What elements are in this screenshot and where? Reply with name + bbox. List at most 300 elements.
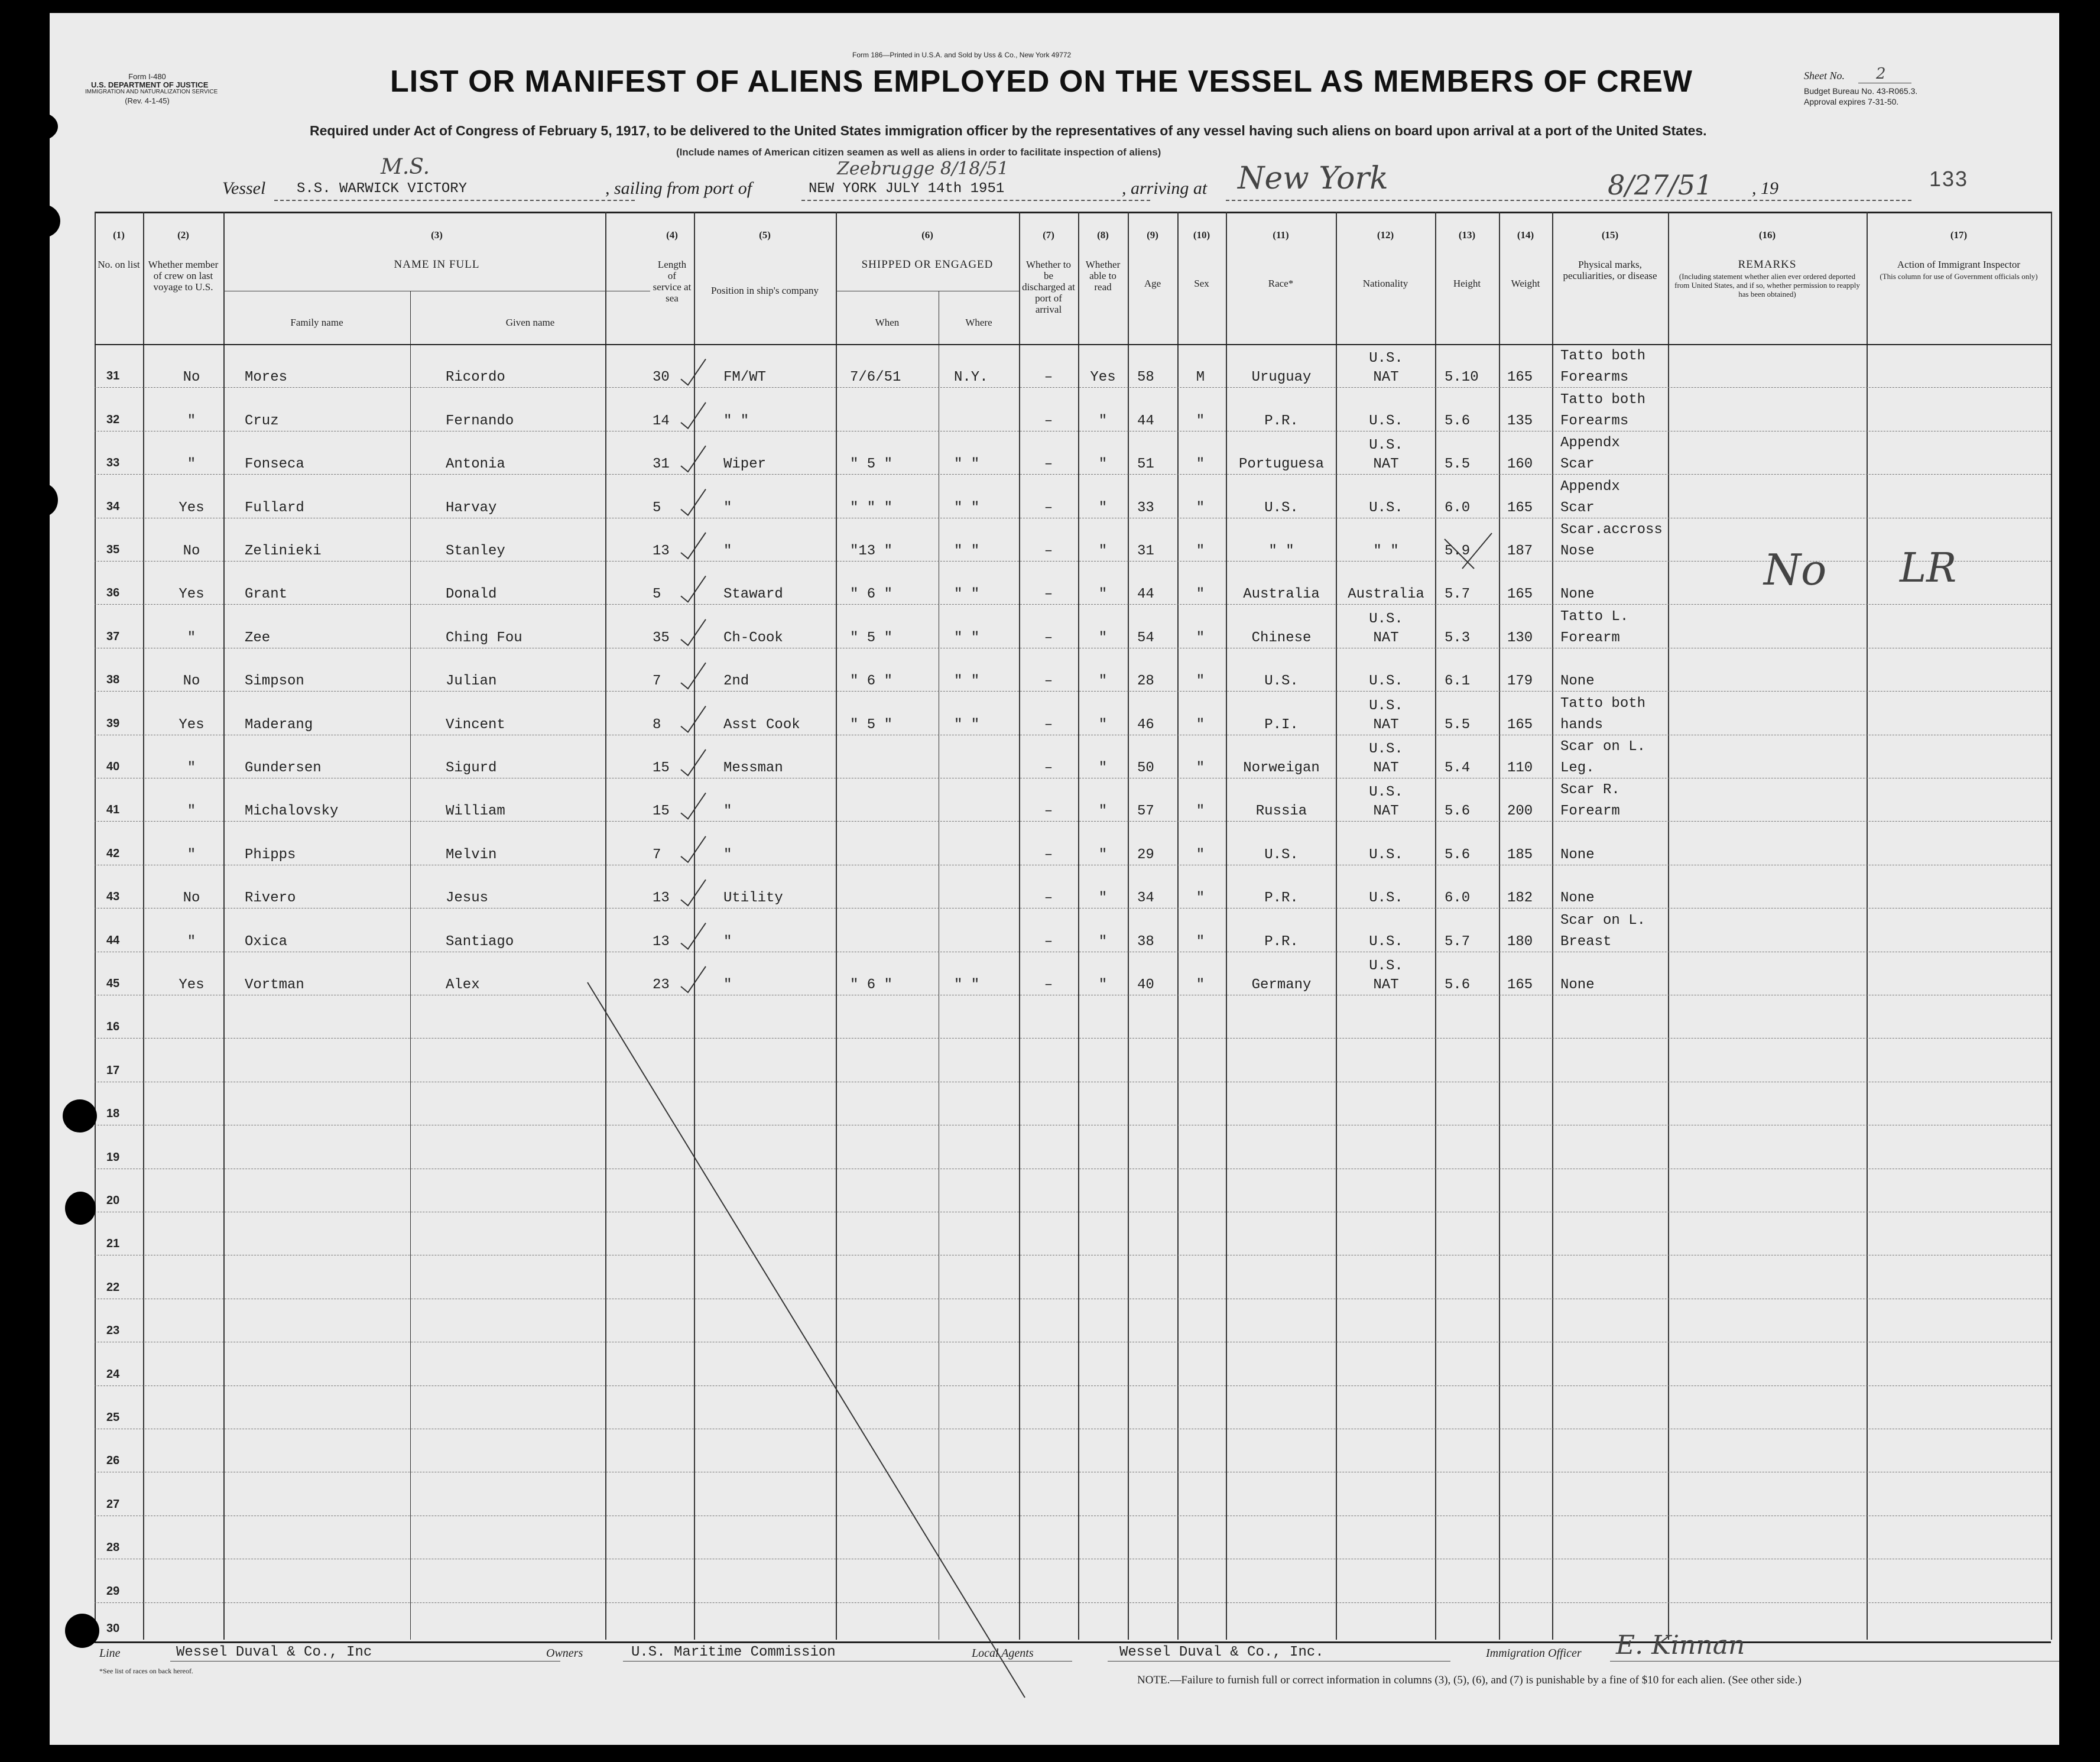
row-number: 41	[106, 803, 120, 816]
table-cell-read: "	[1098, 586, 1108, 602]
table-cell-discharge: –	[1044, 847, 1053, 863]
table-cell-discharge: –	[1044, 760, 1053, 776]
budget-number: Budget Bureau No. 43-R065.3.	[1804, 86, 1918, 96]
column-header: Nationality	[1362, 278, 1408, 289]
table-cell-marks: Breast	[1560, 934, 1612, 950]
column-header: Race*	[1268, 278, 1294, 289]
table-cell-sex: "	[1196, 500, 1205, 516]
row-number: 37	[106, 630, 120, 643]
table-cell-nationality: U.S.	[1369, 673, 1403, 689]
line-value: Wessel Duval & Co., Inc	[176, 1644, 372, 1660]
row-number: 17	[106, 1064, 120, 1077]
check-mark	[681, 663, 706, 689]
column-number: (17)	[1950, 229, 1968, 241]
row-number: 18	[106, 1107, 120, 1120]
table-cell-discharge: –	[1044, 456, 1053, 472]
table-cell-weight: 160	[1507, 456, 1533, 472]
row-number: 35	[106, 543, 120, 556]
table-cell-marks: Nose	[1560, 543, 1595, 559]
column-header: NAME IN FULL	[394, 258, 480, 271]
check-mark	[681, 489, 706, 515]
table-cell-service: 13	[653, 543, 670, 559]
table-cell-height: 6.0	[1445, 500, 1471, 516]
revision: (Rev. 4-1-45)	[125, 96, 170, 105]
table-cell-nationality: NAT	[1373, 630, 1399, 646]
table-cell-sex: "	[1196, 890, 1205, 906]
table-cell-when: " " "	[850, 500, 893, 516]
port-of-sailing: NEW YORK JULY 14th 1951	[809, 181, 1005, 197]
table-cell-discharge: –	[1044, 543, 1053, 559]
page-title: LIST OR MANIFEST OF ALIENS EMPLOYED ON THE VESSEL AS MEMBERS OF CREW	[390, 64, 1693, 99]
table-cell-given: Vincent	[446, 717, 505, 733]
column-number: (9)	[1147, 229, 1158, 241]
table-cell-prev: No	[183, 673, 200, 689]
table-cell-sex: "	[1196, 456, 1205, 472]
table-cell-where: " "	[954, 673, 980, 689]
table-cell-weight: 110	[1507, 760, 1533, 776]
agents-label: Local Agents	[972, 1647, 1034, 1660]
table-cell-service: 5	[653, 586, 661, 602]
table-cell-position: Ch-Cook	[723, 630, 783, 646]
manifest-sheet	[50, 13, 2059, 1745]
table-cell-sex: "	[1196, 673, 1205, 689]
table-cell-service: 23	[653, 977, 670, 993]
column-number: (2)	[177, 229, 189, 241]
table-cell-when: " 6 "	[850, 586, 893, 602]
table-cell-age: 46	[1137, 717, 1154, 733]
table-cell-nationality: U.S.	[1369, 934, 1403, 950]
table-cell-age: 40	[1137, 977, 1154, 993]
table-cell-nationality-top: U.S.	[1369, 958, 1403, 974]
column-header: Height	[1453, 278, 1481, 289]
table-cell-read: "	[1098, 413, 1108, 429]
table-cell-marks: Forearms	[1560, 369, 1629, 385]
column-header: Weight	[1511, 278, 1540, 289]
table-cell-sex: "	[1196, 413, 1205, 429]
table-cell-age: 57	[1137, 803, 1154, 819]
table-cell-service: 7	[653, 673, 661, 689]
table-cell-nationality: NAT	[1373, 717, 1399, 733]
table-cell-position: "	[723, 934, 732, 950]
check-mark	[681, 749, 706, 775]
table-cell-given: Donald	[446, 586, 497, 602]
table-cell-marks-top: Tatto both	[1560, 392, 1646, 408]
table-cell-family: Zee	[245, 630, 271, 646]
sailing-label: , sailing from port of	[605, 179, 752, 198]
table-cell-service: 35	[653, 630, 670, 646]
table-cell-age: 50	[1137, 760, 1154, 776]
table-cell-marks: None	[1560, 890, 1595, 906]
table-cell-nationality-top: U.S.	[1369, 741, 1403, 757]
vessel-name: S.S. WARWICK VICTORY	[297, 181, 468, 197]
table-cell-race: " "	[1268, 543, 1294, 559]
table-cell-race: Uruguay	[1251, 369, 1312, 385]
table-cell-discharge: –	[1044, 977, 1053, 993]
table-cell-sex: "	[1196, 586, 1205, 602]
table-cell-nationality: U.S.	[1369, 847, 1403, 863]
table-cell-sex: "	[1196, 543, 1205, 559]
table-cell-height: 6.1	[1445, 673, 1471, 689]
table-cell-race: P.R.	[1264, 890, 1299, 906]
table-cell-age: 31	[1137, 543, 1154, 559]
table-cell-marks-top: Scar on L.	[1560, 739, 1646, 755]
table-cell-marks: None	[1560, 673, 1595, 689]
table-cell-given: Ching Fou	[446, 630, 522, 646]
row-number: 26	[106, 1454, 120, 1467]
subcolumn-header: Given name	[505, 317, 555, 328]
row-number: 25	[106, 1411, 120, 1424]
line-label: Line	[99, 1647, 121, 1660]
table-cell-position: "	[723, 847, 732, 863]
table-cell-service: 13	[653, 890, 670, 906]
table-cell-service: 14	[653, 413, 670, 429]
table-cell-sex: "	[1196, 760, 1205, 776]
row-number: 20	[106, 1194, 120, 1207]
table-cell-marks: Forearm	[1560, 803, 1620, 819]
races-note: *See list of races on back hereof.	[99, 1667, 193, 1675]
port-handwriting: Zeebrugge 8/18/51	[837, 158, 1009, 179]
table-cell-age: 54	[1137, 630, 1154, 646]
table-cell-read: "	[1098, 717, 1108, 733]
row-number: 23	[106, 1324, 120, 1337]
table-cell-position: Wiper	[723, 456, 767, 472]
table-cell-service: 30	[653, 369, 670, 385]
row-number: 24	[106, 1368, 120, 1381]
table-cell-where: " "	[954, 717, 980, 733]
table-cell-when: " 5 "	[850, 717, 893, 733]
row-number: 42	[106, 847, 120, 860]
row-number: 31	[106, 369, 120, 382]
column-header: Action of Immigrant Inspector	[1897, 259, 2021, 270]
row-number: 33	[106, 456, 120, 469]
row-number: 45	[106, 977, 120, 990]
table-cell-weight: 182	[1507, 890, 1533, 906]
subcolumn-header: Family name	[290, 317, 343, 328]
table-cell-marks-top: Appendx	[1560, 479, 1620, 495]
row-number: 28	[106, 1541, 120, 1554]
table-cell-nationality: Australia	[1348, 586, 1424, 602]
table-cell-given: Harvay	[446, 500, 497, 516]
table-cell-given: Alex	[446, 977, 480, 993]
table-cell-nationality-top: U.S.	[1369, 784, 1403, 800]
row-number: 39	[106, 717, 120, 730]
table-cell-nationality: U.S.	[1369, 890, 1403, 906]
table-cell-where: " "	[954, 456, 980, 472]
table-cell-age: 28	[1137, 673, 1154, 689]
table-cell-race: U.S.	[1264, 847, 1299, 863]
table-cell-position: Asst Cook	[723, 717, 800, 733]
table-cell-read: "	[1098, 630, 1108, 646]
table-cell-service: 15	[653, 760, 670, 776]
table-cell-height: 5.5	[1445, 456, 1471, 472]
table-cell-height: 5.10	[1445, 369, 1479, 385]
table-cell-height: 5.6	[1445, 803, 1471, 819]
table-cell-nationality: NAT	[1373, 369, 1399, 385]
binder-hole	[21, 112, 58, 141]
row-number: 29	[106, 1585, 120, 1598]
subcolumn-header: When	[875, 317, 900, 328]
table-cell-discharge: –	[1044, 586, 1053, 602]
table-cell-weight: 165	[1507, 500, 1533, 516]
form-number: Form I-480	[128, 72, 166, 81]
table-cell-position: Messman	[723, 760, 783, 776]
table-cell-given: Antonia	[446, 456, 505, 472]
table-cell-read: Yes	[1090, 369, 1116, 385]
row-number: 36	[106, 586, 120, 599]
table-cell-read: "	[1098, 934, 1108, 950]
column-header: Age	[1144, 278, 1161, 289]
column-header: No. on list	[98, 259, 140, 270]
table-cell-marks-top: Scar.accross	[1560, 522, 1663, 538]
row-number: 16	[106, 1020, 120, 1033]
table-cell-where: " "	[954, 586, 980, 602]
table-cell-nationality: NAT	[1373, 760, 1399, 776]
table-cell-position: " "	[723, 413, 749, 429]
column-number: (4)	[666, 229, 678, 241]
department: U.S. DEPARTMENT OF JUSTICE	[91, 80, 209, 89]
inspector-initials: LR	[1900, 545, 1957, 592]
column-header: Whether to be discharged at port of arrival	[1022, 259, 1075, 315]
row-number: 34	[106, 500, 120, 513]
table-cell-when: " 5 "	[850, 630, 893, 646]
table-cell-weight: 165	[1507, 586, 1533, 602]
table-cell-marks: None	[1560, 847, 1595, 863]
owners-underline	[623, 1661, 1072, 1662]
table-cell-prev: "	[187, 630, 196, 646]
table-cell-family: Simpson	[245, 673, 304, 689]
table-cell-family: Gundersen	[245, 760, 322, 776]
table-cell-marks: Leg.	[1560, 760, 1595, 776]
table-cell-nationality-top: U.S.	[1369, 437, 1403, 453]
binder-hole	[28, 484, 58, 517]
table-cell-height: 5.5	[1445, 717, 1471, 733]
table-cell-marks-top: Scar R.	[1560, 782, 1620, 798]
table-cell-read: "	[1098, 803, 1108, 819]
table-cell-race: Australia	[1243, 586, 1320, 602]
table-cell-age: 29	[1137, 847, 1154, 863]
table-cell-nationality: NAT	[1373, 456, 1399, 472]
table-cell-read: "	[1098, 890, 1108, 906]
table-cell-height: 5.3	[1445, 630, 1471, 646]
column-number: (10)	[1193, 229, 1210, 241]
column-note: (Including statement whether alien ever ordered deported from United States, and if so, whether permission to reapply has been obtained)	[1674, 272, 1860, 298]
column-header: REMARKS	[1738, 258, 1797, 271]
printer-line: Form 186—Printed in U.S.A. and Sold by Uss & Co., New York 49772	[852, 51, 1072, 59]
table-cell-weight: 165	[1507, 717, 1533, 733]
table-cell-prev: Yes	[178, 500, 205, 516]
owners-label: Owners	[546, 1647, 583, 1660]
column-header: Physical marks, peculiarities, or disease	[1563, 259, 1657, 281]
table-cell-race: Russia	[1255, 803, 1307, 819]
table-cell-height: 5.7	[1445, 586, 1471, 602]
table-cell-when: " 6 "	[850, 977, 893, 993]
check-mark	[681, 619, 706, 645]
table-cell-sex: "	[1196, 803, 1205, 819]
table-cell-nationality: U.S.	[1369, 500, 1403, 516]
table-cell-family: Oxica	[245, 934, 288, 950]
remarks-handwriting: No	[1764, 545, 1827, 595]
table-cell-discharge: –	[1044, 500, 1053, 516]
table-cell-given: Stanley	[446, 543, 505, 559]
subnote: (Include names of American citizen seamen as well as aliens in order to facilitate inspection of aliens)	[676, 147, 1161, 158]
vessel-label: Vessel	[222, 179, 266, 198]
table-cell-given: Fernando	[446, 413, 514, 429]
table-cell-discharge: –	[1044, 673, 1053, 689]
table-cell-when: " 6 "	[850, 673, 893, 689]
column-header: SHIPPED OR ENGAGED	[861, 258, 994, 271]
table-cell-prev: No	[183, 543, 200, 559]
table-cell-age: 34	[1137, 890, 1154, 906]
table-cell-weight: 179	[1507, 673, 1533, 689]
officer-underline	[1610, 1661, 2059, 1662]
table-cell-marks-top: Scar on L.	[1560, 913, 1646, 929]
owners-value: U.S. Maritime Commission	[631, 1644, 836, 1660]
table-cell-position: "	[723, 803, 732, 819]
table-cell-race: Germany	[1251, 977, 1312, 993]
column-number: (13)	[1458, 229, 1476, 241]
column-number: (3)	[431, 229, 443, 241]
check-mark	[681, 880, 706, 906]
column-header: Length of service at sea	[653, 259, 692, 304]
table-cell-family: Vortman	[245, 977, 304, 993]
table-cell-sex: "	[1196, 934, 1205, 950]
column-number: (15)	[1601, 229, 1619, 241]
table-cell-height: 5.9	[1445, 543, 1471, 559]
column-number: (14)	[1517, 229, 1534, 241]
table-cell-family: Mores	[245, 369, 288, 385]
service: IMMIGRATION AND NATURALIZATION SERVICE	[85, 89, 218, 95]
table-cell-family: Grant	[245, 586, 288, 602]
table-cell-given: Melvin	[446, 847, 497, 863]
binder-hole	[65, 1192, 96, 1225]
table-cell-position: FM/WT	[723, 369, 767, 385]
table-cell-service: 31	[653, 456, 670, 472]
table-cell-when: " 5 "	[850, 456, 893, 472]
row-number: 19	[106, 1151, 120, 1164]
table-cell-given: Julian	[446, 673, 497, 689]
table-cell-marks: None	[1560, 586, 1595, 602]
table-cell-read: "	[1098, 543, 1108, 559]
binder-hole	[65, 1614, 99, 1648]
table-cell-family: Zelinieki	[245, 543, 322, 559]
row-number: 32	[106, 413, 120, 426]
table-cell-prev: Yes	[178, 977, 205, 993]
check-mark	[681, 359, 706, 385]
approval-date: Approval expires 7-31-50.	[1804, 97, 1899, 106]
subtitle: Required under Act of Congress of February 5, 1917, to be delivered to the United States immigration officer by the representatives of any vessel having such aliens on board upon arrival at a port of the United States.	[310, 123, 1707, 138]
table-cell-read: "	[1098, 847, 1108, 863]
table-cell-weight: 165	[1507, 369, 1533, 385]
table-cell-prev: "	[187, 413, 196, 429]
stamp-number: 133	[1929, 167, 1969, 191]
row-number: 44	[106, 934, 120, 947]
table-cell-sex: "	[1196, 717, 1205, 733]
table-cell-marks: None	[1560, 977, 1595, 993]
column-number: (16)	[1758, 229, 1776, 241]
table-cell-family: Cruz	[245, 413, 279, 429]
table-cell-discharge: –	[1044, 803, 1053, 819]
sheet-label: Sheet No.	[1804, 70, 1845, 82]
row-number: 27	[106, 1498, 120, 1511]
sheet-number: 2	[1876, 65, 1886, 83]
table-cell-height: 5.6	[1445, 413, 1471, 429]
table-cell-where: " "	[954, 630, 980, 646]
row-number: 30	[106, 1622, 120, 1635]
table-cell-age: 58	[1137, 369, 1154, 385]
table-cell-where: " "	[954, 500, 980, 516]
table-cell-position: "	[723, 500, 732, 516]
table-cell-height: 5.7	[1445, 934, 1471, 950]
table-cell-sex: "	[1196, 977, 1205, 993]
table-cell-family: Fonseca	[245, 456, 304, 472]
table-cell-given: Jesus	[446, 890, 489, 906]
table-cell-discharge: –	[1044, 369, 1053, 385]
table-cell-prev: "	[187, 456, 196, 472]
table-cell-given: William	[446, 803, 505, 819]
table-cell-family: Phipps	[245, 847, 296, 863]
table-cell-read: "	[1098, 977, 1108, 993]
arriving-label: , arriving at	[1122, 179, 1208, 198]
table-cell-discharge: –	[1044, 890, 1053, 906]
table-cell-nationality: NAT	[1373, 977, 1399, 993]
table-cell-weight: 185	[1507, 847, 1533, 863]
table-cell-given: Ricordo	[446, 369, 505, 385]
table-cell-where: " "	[954, 543, 980, 559]
column-number: (11)	[1273, 229, 1289, 241]
table-cell-position: "	[723, 543, 732, 559]
binder-hole	[26, 205, 60, 238]
table-cell-service: 7	[653, 847, 661, 863]
table-cell-race: Chinese	[1251, 630, 1312, 646]
table-cell-weight: 165	[1507, 977, 1533, 993]
check-mark	[681, 706, 706, 732]
row-number: 22	[106, 1281, 120, 1294]
table-cell-prev: Yes	[178, 586, 205, 602]
table-cell-family: Fullard	[245, 500, 304, 516]
binder-hole	[63, 1099, 97, 1133]
table-cell-given: Santiago	[446, 934, 514, 950]
table-cell-given: Sigurd	[446, 760, 497, 776]
table-cell-nationality: " "	[1373, 543, 1399, 559]
table-cell-read: "	[1098, 760, 1108, 776]
table-cell-position: Utility	[723, 890, 783, 906]
table-cell-marks-top: Appendx	[1560, 435, 1620, 451]
table-cell-weight: 135	[1507, 413, 1533, 429]
check-mark	[681, 966, 706, 992]
check-mark	[681, 403, 706, 429]
table-cell-age: 44	[1137, 413, 1154, 429]
table-cell-read: "	[1098, 500, 1108, 516]
table-cell-marks: Forearms	[1560, 413, 1629, 429]
table-cell-read: "	[1098, 456, 1108, 472]
table-cell-marks-top: Tatto both	[1560, 348, 1646, 364]
column-number: (8)	[1097, 229, 1109, 241]
table-cell-race: U.S.	[1264, 500, 1299, 516]
table-cell-family: Michalovsky	[245, 803, 339, 819]
table-cell-discharge: –	[1044, 630, 1053, 646]
check-mark	[681, 446, 706, 472]
table-cell-race: P.R.	[1264, 413, 1299, 429]
table-cell-marks: hands	[1560, 717, 1604, 733]
column-number: (6)	[921, 229, 933, 241]
check-mark	[681, 836, 706, 862]
table-cell-position: "	[723, 977, 732, 993]
table-cell-nationality-top: U.S.	[1369, 698, 1403, 714]
table-cell-service: 13	[653, 934, 670, 950]
table-cell-age: 51	[1137, 456, 1154, 472]
table-cell-family: Maderang	[245, 717, 313, 733]
officer-signature: E. Kinnan	[1616, 1630, 1745, 1660]
